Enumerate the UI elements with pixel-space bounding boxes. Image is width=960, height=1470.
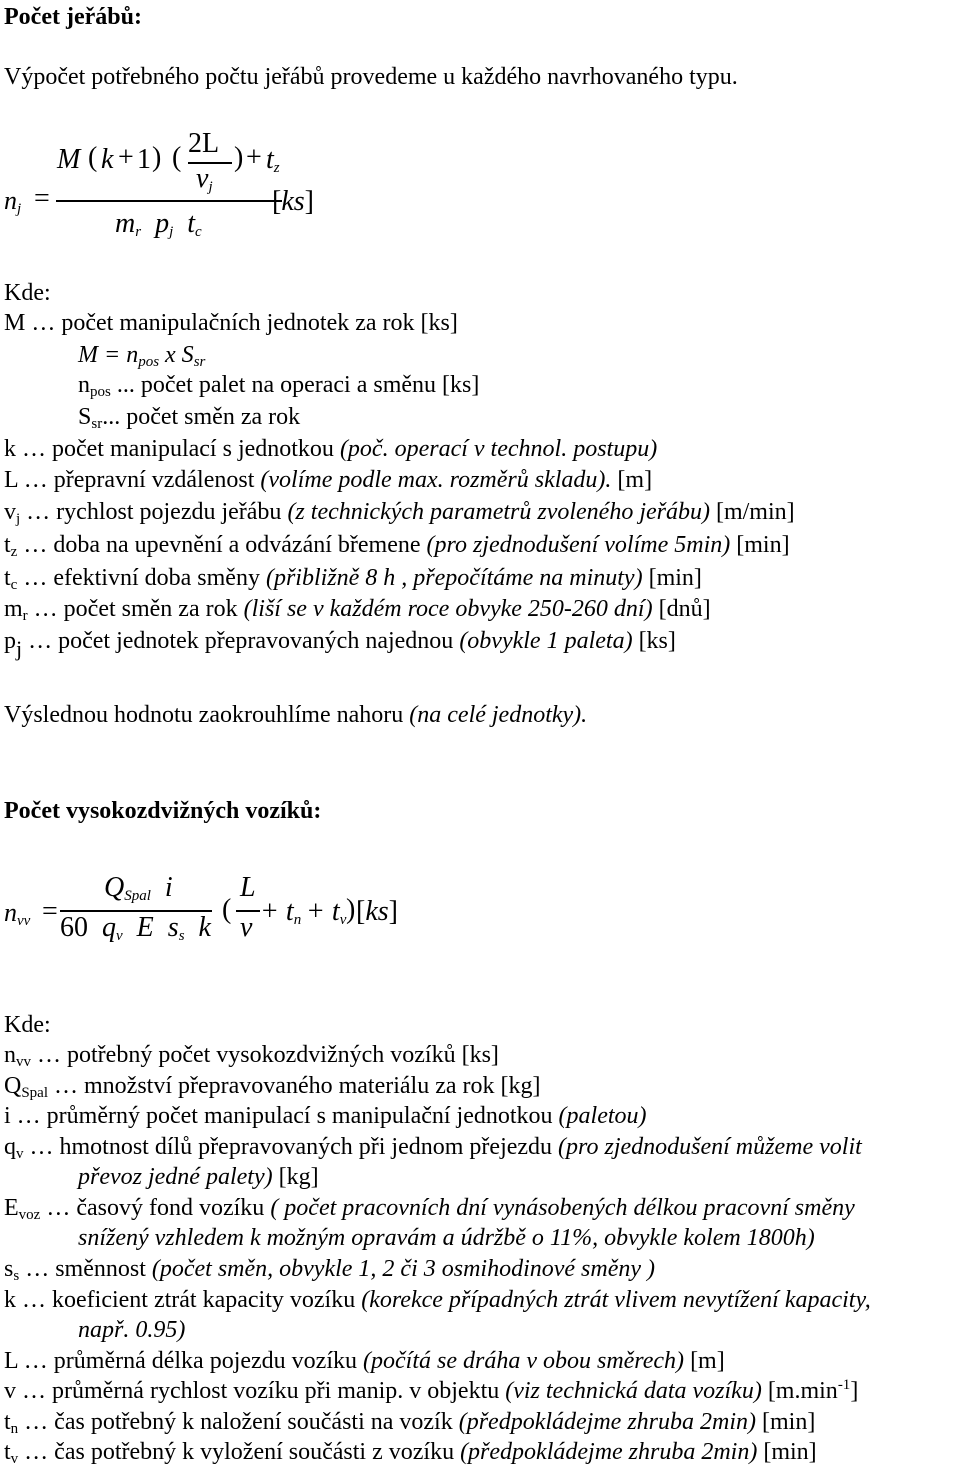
def-L2: L … průměrná délka pojezdu vozíku (počítá se dráha v obou směrech) [m] <box>4 1348 725 1374</box>
formula-plus: + <box>118 142 134 173</box>
def-Ssr: $S_{sr}$... počet směn za rok <box>78 404 301 432</box>
def-M: M … počet manipulačních jednotek za rok [ks] <box>4 310 458 336</box>
formula-den: $m_r$ $p_j$ $t_c$ <box>115 208 202 240</box>
def-tv: $t_v$ … čas potřebný k vyložení součásti z vozíku (předpokládejme zhruba 2min) [min] <box>4 1439 817 1467</box>
formula-fraction-bar <box>56 200 282 202</box>
formula-num-k: k <box>101 144 114 175</box>
def-tn: $t_n$ … čas potřebný k naložení součásti na vozík (předpokládejme zhruba 2min) [min] <box>4 1409 816 1437</box>
def-k2: k … koeficient ztrát kapacity vozíku (korekce případných ztrát vlivem nevytížení kapacity, <box>4 1287 871 1313</box>
def-mr: $m_r$ … počet směn za rok (liší se v každém roce obvyke 250-260 dní) [dnů] <box>4 596 711 624</box>
formula-plus: + <box>246 142 262 173</box>
formula2-paren: ( <box>222 894 232 925</box>
formula-lhs: $n_j$ <box>4 186 22 217</box>
formula2-den: 60 $q_v$ E $s_s$ k <box>60 912 211 944</box>
formula-num-one: 1 <box>137 144 151 175</box>
def-v2: v … průměrná rychlost vozíku při manip. v objektu (viz technická data vozíku) $[m.\min^{-1}]$ <box>4 1377 859 1404</box>
formula2-lhs: $n_{vv}$ <box>4 898 31 929</box>
def-tz: $t_z$ … doba na upevnění a odvázání břemene (pro zjednodušení volíme 5min) [min] <box>4 532 790 560</box>
def-ss: $s_s$ … směnnost (počet směn, obvykle 1, 2 či 3 osmihodinové směny ) <box>4 1256 656 1284</box>
kde-label: Kde: <box>4 280 51 306</box>
def-M-formula: $M = n_{pos}$ x $S_{sr}$ <box>78 342 206 370</box>
def-qv-cont: převoz jedné palety) [kg] <box>78 1164 319 1190</box>
def-Evoz-cont: snížený vzhledem k možným opravám a údržbě o 11%, obvykle kolem 1800h) <box>78 1225 815 1251</box>
formula-paren: ) <box>152 142 162 173</box>
def-tc: $t_c$ … efektivní doba směny (přibližně 8 h , přepočítáme na minuty) [min] <box>4 565 702 593</box>
formula2-paren: ) <box>346 894 356 925</box>
def-i: i … průměrný počet manipulací s manipulační jednotkou (paletou) <box>4 1103 647 1129</box>
section-title-voziky: Počet vysokozdvižných vozíků: <box>4 798 322 824</box>
formula-paren: ) <box>234 142 244 173</box>
formula2-L: L <box>240 872 256 903</box>
formula-paren: ( <box>88 142 98 173</box>
formula2-num: $Q_{Spal}$ i <box>104 872 173 904</box>
def-Evoz: $E_{voz}$ … časový fond vozíku ( počet pracovních dní vynásobených délkou pracovní směny <box>4 1195 855 1223</box>
kde-label-2: Kde: <box>4 1012 51 1038</box>
formula-unit: [ks] <box>272 186 314 217</box>
formula2-unit: [ks] <box>356 896 398 927</box>
formula2-eq: = <box>42 896 58 927</box>
formula2-v: v <box>240 912 253 943</box>
def-nvv: $n_{vv}$ … potřebný počet vysokozdvižných vozíků [ks] <box>4 1042 499 1070</box>
def-QSpal: $Q_{Spal}$ … množství přepravovaného materiálu za rok [kg] <box>4 1073 541 1101</box>
def-k: k … počet manipulací s jednotkou (poč. operací v technol. postupu) <box>4 436 658 462</box>
result-text: Výslednou hodnotu zaokrouhlíme nahoru (na celé jednotky). <box>4 702 588 728</box>
def-qv: $q_v$ … hmotnost dílů přepravovaných při jednom přejezdu (pro zjednodušení můžeme volit <box>4 1134 862 1162</box>
def-npos: $n_{pos}$ ... počet palet na operaci a směnu [ks] <box>78 372 480 400</box>
intro-text: Výpočet potřebného počtu jeřábů provedeme u každého navrhovaného typu. <box>4 64 738 90</box>
section-title-jeraby: Počet jeřábů: <box>4 4 142 30</box>
formula-num-t: $t_z$ <box>266 144 280 176</box>
def-L: L … přepravní vzdálenost (volíme podle max. rozměrů skladu). [m] <box>4 467 653 493</box>
formula-num-2L: 2L <box>188 128 220 159</box>
formula-paren: ( <box>172 142 182 173</box>
formula-eq: = <box>34 183 50 214</box>
def-vj: $v_j$ … rychlost pojezdu jeřábu (z technických parametrů zvoleného jeřábu) [m/min] <box>4 499 795 527</box>
formula2-tn: + $t_n$ <box>260 896 302 928</box>
formula2-tv: + $t_v$ <box>306 896 347 928</box>
def-k2-cont: např. 0.95) <box>78 1317 186 1343</box>
def-pj: $p_j$ … počet jednotek přepravovaných najednou (obvykle 1 paleta) [ks] <box>4 628 676 661</box>
formula-num-M: M <box>57 144 81 175</box>
formula-num-v: $v_j$ <box>196 163 213 195</box>
